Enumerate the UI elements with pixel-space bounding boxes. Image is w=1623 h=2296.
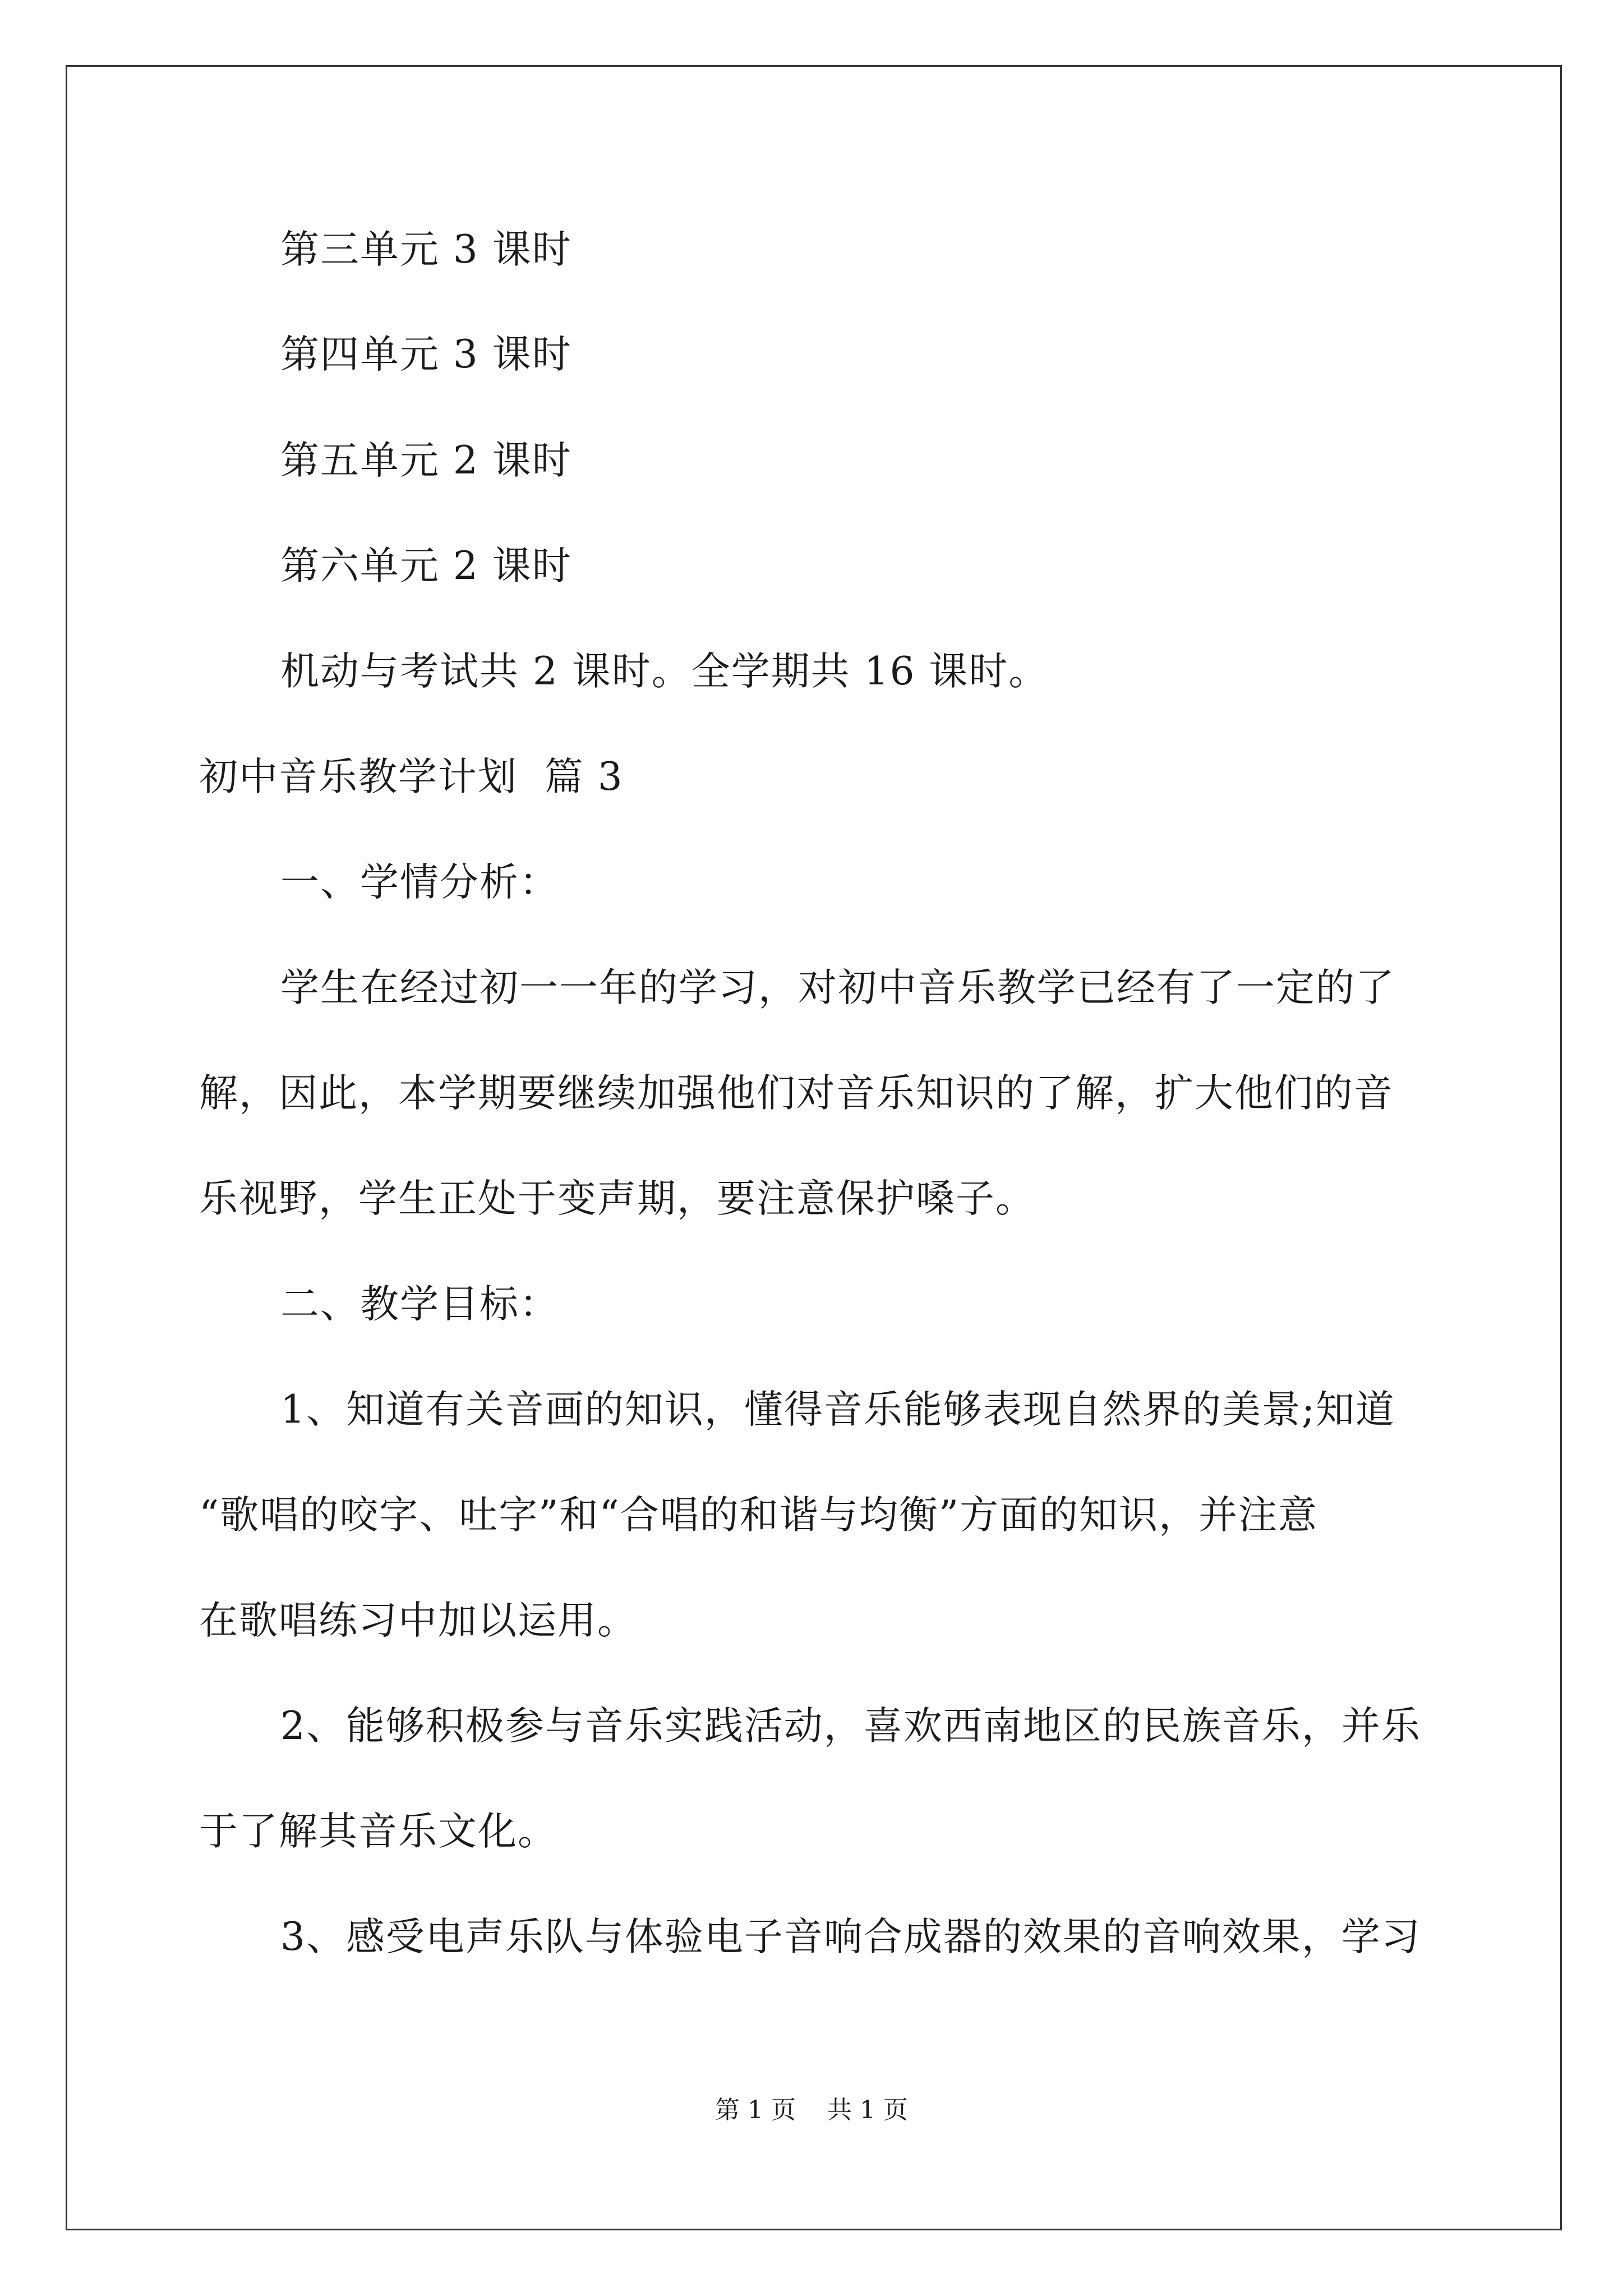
paragraph-line: 2、能够积极参与音乐实践活动，喜欢西南地区的民族音乐，并乐 [280,1704,1421,1749]
paragraph-line: 于了解其音乐文化。 [199,1809,557,1854]
page-border [66,65,1562,2230]
page-number-footer: 第 1 页 共 1 页 [715,2096,908,2124]
section-title: 初中音乐教学计划 篇 3 [199,754,624,799]
unit-6-hours: 第六单元 2 课时 [280,544,572,588]
heading-teaching-goals: 二、教学目标： [280,1282,559,1327]
heading-learning-analysis: 一、学情分析： [280,860,559,905]
paragraph-line: 1、知道有关音画的知识，懂得音乐能够表现自然界的美景;知道 [280,1387,1396,1432]
total-hours: 机动与考试共 2 课时。全学期共 16 课时。 [280,649,1049,694]
unit-5-hours: 第五单元 2 课时 [280,438,572,483]
unit-4-hours: 第四单元 3 课时 [280,332,572,377]
paragraph-line: 乐视野，学生正处于变声期，要注意保护嗓子。 [199,1176,1035,1221]
unit-3-hours: 第三单元 3 课时 [280,227,572,272]
paragraph-line: “歌唱的咬字、吐字”和“合唱的和谐与均衡”方面的知识，并注意 [199,1493,1318,1538]
paragraph-line: 3、感受电声乐队与体验电子音响合成器的效果的音响效果，学习 [280,1915,1421,1959]
paragraph-line: 在歌唱练习中加以运用。 [199,1598,637,1643]
paragraph-line: 学生在经过初一一年的学习，对初中音乐教学已经有了一定的了 [280,965,1395,1010]
paragraph-line: 解，因此，本学期要继续加强他们对音乐知识的了解，扩大他们的音 [199,1071,1394,1116]
